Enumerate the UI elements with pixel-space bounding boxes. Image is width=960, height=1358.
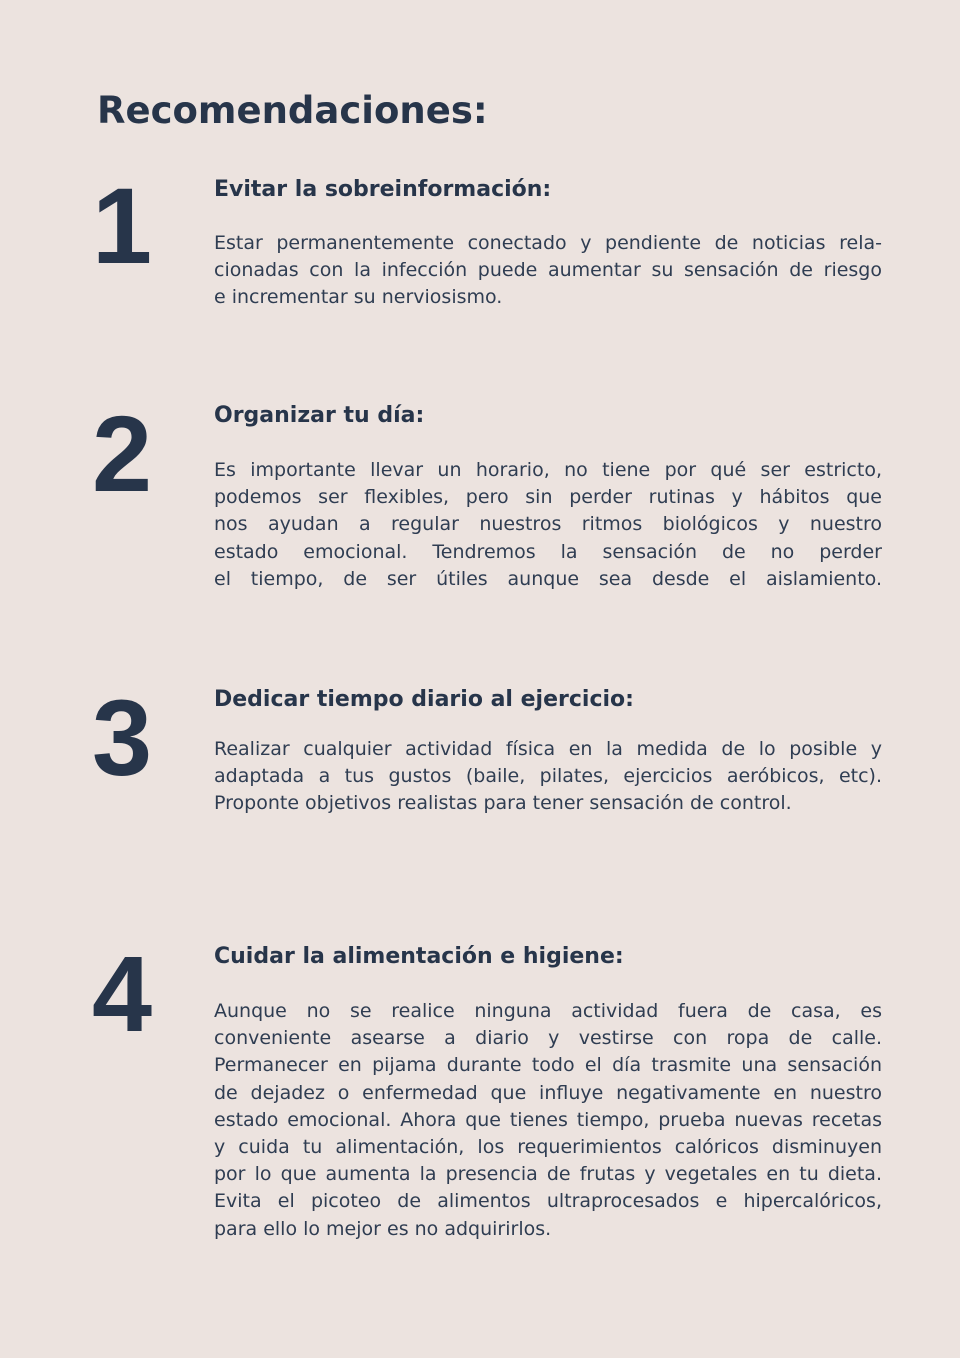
recommendation-body (214, 457, 882, 593)
body-line: Evita el picoteo de alimentos ultraprocesados e hipercalóricos, (214, 1190, 882, 1213)
recommendation-heading: Cuidar la alimentación e higiene: (214, 944, 624, 969)
body-line: y cuida tu alimentación, los requerimientos calóricos disminuyen (214, 1136, 882, 1159)
body-line: Es importante llevar un horario, no tiene por qué ser estricto, (214, 459, 882, 481)
recommendation-body (214, 736, 882, 818)
body-line: nos ayudan a regular nuestros ritmos biológicos y nuestro (214, 513, 882, 536)
body-line: adaptada a tus gustos (baile, pilates, ejercicios aeróbicos, etc). (214, 765, 882, 788)
recommendation-number: 4 (92, 933, 151, 1054)
recommendation-heading: Organizar tu día: (214, 403, 425, 428)
page-title: Recomendaciones: (97, 89, 488, 132)
body-line: el tiempo, de ser útiles aunque sea desde el aislamiento. (214, 567, 882, 590)
body-line: Realizar cualquier actividad física en la medida de lo posible y (214, 738, 882, 760)
recommendation-heading: Dedicar tiempo diario al ejercicio: (214, 687, 634, 712)
body-line: de dejadez o enfermedad que influye negativamente en nuestro (214, 1081, 882, 1104)
body-line: podemos ser flexibles, pero sin perder rutinas y hábitos que (214, 486, 882, 509)
recommendation-heading: Evitar la sobreinformación: (214, 177, 552, 202)
body-line: conveniente asearse a diario y vestirse con ropa de calle. (214, 1027, 882, 1050)
body-line: Estar permanentemente conectado y pendiente de noticias rela- (214, 232, 882, 254)
body-line: Proponte objetivos realistas para tener sensación de control. (214, 792, 792, 815)
recommendation-body (214, 230, 882, 312)
body-line: Permanecer en pijama durante todo el día trasmite una sensación (214, 1054, 882, 1077)
recommendation-number: 1 (92, 165, 151, 286)
body-line: para ello lo mejor es no adquirirlos. (214, 1217, 552, 1240)
body-line: estado emocional. Tendremos la sensación de no perder (214, 540, 882, 563)
body-line: cionadas con la infección puede aumentar su sensación de riesgo (214, 259, 882, 282)
recommendation-body (214, 998, 882, 1243)
recommendation-number: 3 (92, 677, 151, 798)
body-line: por lo que aumenta la presencia de frutas y vegetales en tu dieta. (214, 1163, 882, 1186)
body-line: Aunque no se realice ninguna actividad fuera de casa, es (214, 1000, 882, 1022)
body-line: e incrementar su nerviosismo. (214, 286, 503, 309)
recommendation-number: 2 (92, 393, 151, 514)
body-line: estado emocional. Ahora que tienes tiempo, prueba nuevas recetas (214, 1108, 882, 1131)
